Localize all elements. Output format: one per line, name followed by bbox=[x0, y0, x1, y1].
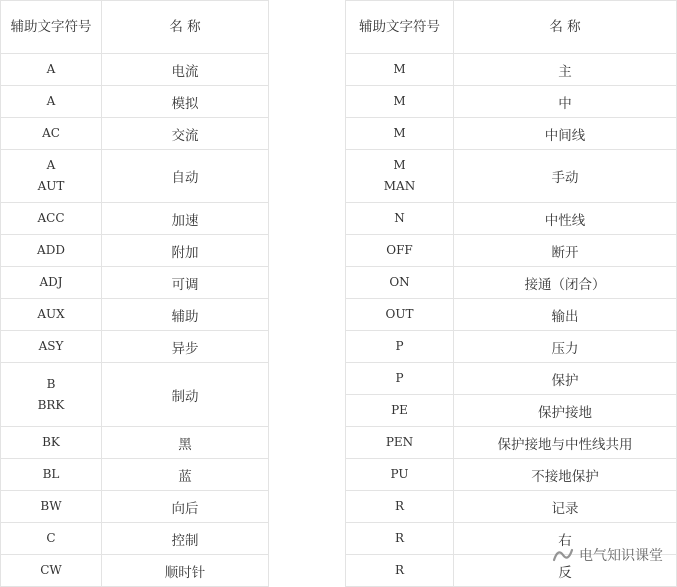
symbol-name: 断开 bbox=[454, 235, 677, 267]
symbol-name: 中间线 bbox=[454, 118, 677, 150]
symbol-code-line: R bbox=[394, 531, 405, 545]
symbol-name: 保护接地与中性线共用 bbox=[454, 427, 677, 459]
symbol-name: 顺时针 bbox=[102, 555, 269, 587]
symbol-code bbox=[1, 267, 102, 299]
symbol-code-line: MAN bbox=[383, 179, 416, 193]
symbol-code-line: B bbox=[46, 376, 56, 391]
symbol-code-line: OFF bbox=[386, 243, 413, 257]
symbol-name: 手动 bbox=[454, 150, 677, 203]
table-row bbox=[1, 86, 269, 118]
table-row bbox=[1, 118, 269, 150]
header-code: 辅助文字符号 bbox=[346, 1, 454, 54]
table-row bbox=[346, 459, 677, 491]
symbol-code-line: R bbox=[394, 499, 405, 513]
symbol-code bbox=[346, 235, 454, 267]
symbol-code bbox=[1, 118, 102, 150]
symbol-code bbox=[1, 86, 102, 118]
symbol-code-line: ON bbox=[389, 275, 410, 289]
symbol-name: 不接地保护 bbox=[454, 459, 677, 491]
table-row bbox=[1, 555, 269, 587]
symbol-name: 蓝 bbox=[102, 459, 269, 491]
wechat-channel-icon bbox=[552, 546, 574, 564]
symbol-name: 主 bbox=[454, 54, 677, 86]
symbol-code-line: BW bbox=[40, 499, 62, 513]
table-row bbox=[1, 235, 269, 267]
table-row bbox=[1, 331, 269, 363]
symbol-code bbox=[346, 54, 454, 86]
symbol-name: 向后 bbox=[102, 491, 269, 523]
symbol-name: 保护 bbox=[454, 363, 677, 395]
symbol-code bbox=[346, 427, 454, 459]
symbol-name: 制动 bbox=[102, 363, 269, 427]
symbol-code-line: C bbox=[46, 531, 56, 545]
symbol-code bbox=[346, 523, 454, 555]
table-row bbox=[346, 491, 677, 523]
symbol-code bbox=[1, 459, 102, 491]
symbol-code-line: P bbox=[395, 371, 404, 385]
table-row bbox=[1, 203, 269, 235]
symbol-name: 辅助 bbox=[102, 299, 269, 331]
symbol-code bbox=[346, 395, 454, 427]
symbol-code-line: AUX bbox=[37, 307, 65, 321]
symbol-code-line: AUT bbox=[37, 179, 65, 193]
symbol-name: 电流 bbox=[102, 54, 269, 86]
table-row bbox=[346, 331, 677, 363]
symbol-code-line: M bbox=[393, 94, 406, 108]
symbol-code bbox=[1, 427, 102, 459]
header-name: 名 称 bbox=[454, 1, 677, 54]
table-row bbox=[346, 299, 677, 331]
symbol-code-line: A bbox=[46, 158, 56, 172]
symbol-name: 接通（闭合） bbox=[454, 267, 677, 299]
table-row bbox=[346, 363, 677, 395]
symbol-code-line: P bbox=[395, 339, 404, 353]
symbol-code bbox=[346, 331, 454, 363]
symbol-code bbox=[346, 203, 454, 235]
watermark bbox=[552, 545, 663, 565]
symbol-code bbox=[1, 299, 102, 331]
symbol-code bbox=[1, 203, 102, 235]
symbol-code-line: R bbox=[394, 563, 405, 577]
right-symbol-table bbox=[345, 0, 677, 587]
symbol-code-line: M bbox=[393, 62, 406, 76]
symbol-name: 记录 bbox=[454, 491, 677, 523]
symbol-name: 交流 bbox=[102, 118, 269, 150]
symbol-code-line: OUT bbox=[385, 307, 414, 321]
symbol-code bbox=[1, 523, 102, 555]
symbol-name: 反 bbox=[454, 555, 677, 587]
symbol-code-line: ADD bbox=[37, 243, 65, 257]
table-row bbox=[1, 363, 269, 427]
symbol-code-line: ADJ bbox=[39, 275, 63, 289]
symbol-code bbox=[1, 54, 102, 86]
header-row bbox=[346, 1, 677, 54]
table-row bbox=[1, 427, 269, 459]
symbol-code-line: A bbox=[46, 62, 56, 76]
symbol-name: 中性线 bbox=[454, 203, 677, 235]
table-row bbox=[1, 523, 269, 555]
symbol-name: 模拟 bbox=[102, 86, 269, 118]
table-row bbox=[1, 267, 269, 299]
table-row bbox=[1, 150, 269, 203]
symbol-code-line: PE bbox=[391, 403, 408, 417]
table-row bbox=[1, 491, 269, 523]
symbol-code bbox=[346, 267, 454, 299]
symbol-code bbox=[1, 363, 102, 427]
symbol-code-line: PEN bbox=[385, 435, 414, 449]
symbol-code-line: ASY bbox=[38, 339, 64, 353]
symbol-code bbox=[1, 235, 102, 267]
table-row bbox=[346, 150, 677, 203]
table-row bbox=[346, 395, 677, 427]
table-row bbox=[346, 203, 677, 235]
symbol-code-line: BK bbox=[42, 435, 60, 449]
symbol-name: 加速 bbox=[102, 203, 269, 235]
table-row bbox=[1, 459, 269, 491]
header-row bbox=[1, 1, 269, 54]
symbol-code-line: M bbox=[393, 158, 406, 172]
symbol-name: 可调 bbox=[102, 267, 269, 299]
symbol-code bbox=[346, 491, 454, 523]
symbol-code-line: BL bbox=[42, 467, 60, 481]
symbol-code bbox=[346, 118, 454, 150]
table-row bbox=[346, 86, 677, 118]
symbol-name: 中 bbox=[454, 86, 677, 118]
symbol-name: 输出 bbox=[454, 299, 677, 331]
header-name: 名 称 bbox=[102, 1, 269, 54]
table-row bbox=[1, 299, 269, 331]
symbol-name: 控制 bbox=[102, 523, 269, 555]
symbol-code-line: M bbox=[393, 126, 406, 140]
symbol-code-line: CW bbox=[40, 563, 62, 577]
watermark-text: 电气知识课堂 bbox=[579, 548, 663, 564]
symbol-code bbox=[1, 331, 102, 363]
symbol-code bbox=[1, 555, 102, 587]
symbol-code-line: PU bbox=[390, 467, 409, 481]
symbol-code-line: AC bbox=[42, 126, 60, 140]
symbol-name: 附加 bbox=[102, 235, 269, 267]
table-row bbox=[346, 54, 677, 86]
left-symbol-table bbox=[0, 0, 269, 587]
symbol-code bbox=[346, 555, 454, 587]
symbol-name: 右 bbox=[454, 523, 677, 555]
symbol-code-line: BRK bbox=[37, 397, 65, 412]
table-row bbox=[346, 427, 677, 459]
symbol-name: 压力 bbox=[454, 331, 677, 363]
symbol-name: 自动 bbox=[102, 150, 269, 203]
table-row bbox=[346, 267, 677, 299]
symbol-code-line: A bbox=[46, 94, 56, 108]
symbol-code bbox=[346, 459, 454, 491]
symbol-name: 保护接地 bbox=[454, 395, 677, 427]
symbol-name: 异步 bbox=[102, 331, 269, 363]
symbol-code-line: ACC bbox=[37, 211, 65, 225]
symbol-code-line: N bbox=[394, 211, 405, 225]
symbol-code bbox=[346, 363, 454, 395]
symbol-name: 黑 bbox=[102, 427, 269, 459]
symbol-code bbox=[346, 86, 454, 118]
symbol-code bbox=[346, 299, 454, 331]
symbol-code bbox=[1, 491, 102, 523]
table-row bbox=[346, 235, 677, 267]
table-row bbox=[346, 118, 677, 150]
symbol-code bbox=[1, 150, 102, 203]
header-code: 辅助文字符号 bbox=[1, 1, 102, 54]
symbol-code bbox=[346, 150, 454, 203]
table-row bbox=[1, 54, 269, 86]
